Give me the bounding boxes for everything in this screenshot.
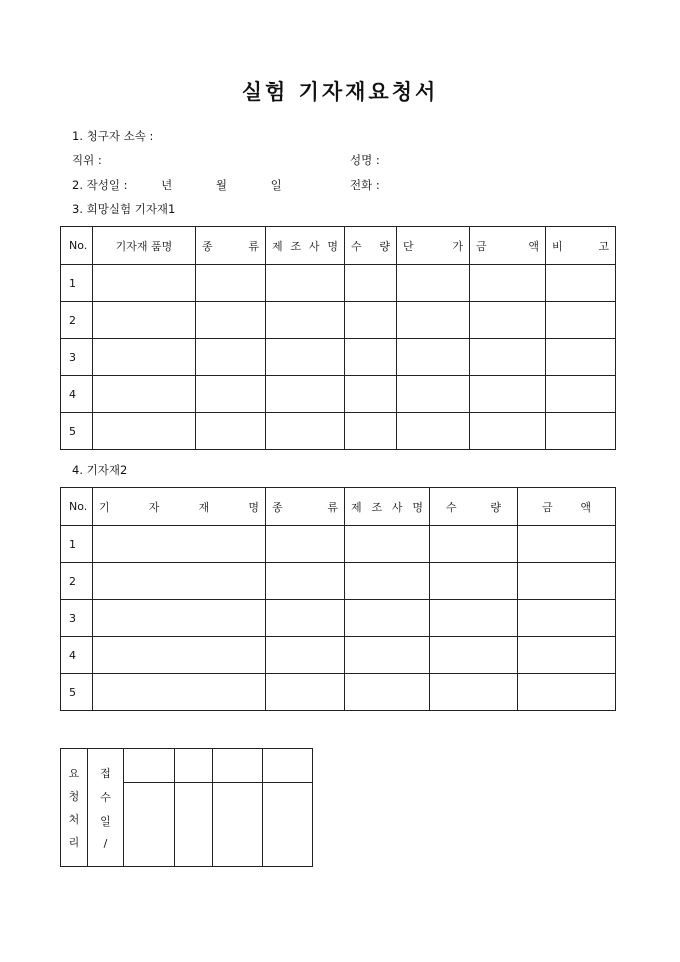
row-number: 4 <box>61 637 93 674</box>
section2-title: 4. 기자재2 <box>72 463 128 477</box>
table-cell <box>196 302 266 339</box>
table-cell <box>266 339 345 376</box>
row-number: 3 <box>61 600 93 637</box>
table-cell <box>430 637 518 674</box>
header-glyph: 조 <box>371 500 383 514</box>
table-row <box>61 339 616 376</box>
table-cell <box>470 302 546 339</box>
header-glyph: 재 <box>198 500 210 514</box>
day-label: 일 <box>270 178 282 192</box>
table-cell <box>470 413 546 450</box>
approval-label-glyph: 청 <box>68 789 80 803</box>
table-cell <box>93 637 266 674</box>
table-cell <box>430 563 518 600</box>
approval-cell <box>175 783 213 867</box>
table-cell <box>518 674 616 711</box>
table-cell <box>397 265 470 302</box>
phone-field: 전화 : <box>350 178 380 192</box>
row-number: 2 <box>61 302 93 339</box>
row-number: 4 <box>61 376 93 413</box>
col-header-item-name <box>93 488 266 526</box>
approval-cell <box>263 783 313 867</box>
header-glyph: 명 <box>412 500 423 514</box>
row-number: 5 <box>61 674 93 711</box>
table-cell <box>345 637 430 674</box>
col-header-manufacturer <box>345 488 430 526</box>
col-header-type <box>196 227 266 265</box>
approval-cell <box>213 749 263 783</box>
table-cell <box>93 526 266 563</box>
table-cell <box>93 563 266 600</box>
header-glyph: 수 <box>351 239 362 253</box>
approval-label-glyph: 수 <box>100 790 111 804</box>
table-cell <box>266 302 345 339</box>
equipment-table-1 <box>60 226 616 450</box>
table-cell <box>470 339 546 376</box>
approval-cell <box>124 749 175 783</box>
table-cell <box>266 600 345 637</box>
header-glyph: 량 <box>379 239 390 253</box>
table-cell <box>518 563 616 600</box>
table-cell <box>93 413 196 450</box>
table-cell <box>546 376 616 413</box>
table-cell <box>93 674 266 711</box>
table-cell <box>266 637 345 674</box>
date-field <box>72 177 282 193</box>
table-cell <box>345 339 397 376</box>
table-cell <box>345 600 430 637</box>
header-glyph: 사 <box>308 239 320 253</box>
table-cell <box>196 339 266 376</box>
col-header-no: No. <box>61 488 93 526</box>
header-glyph: 비 <box>552 239 563 253</box>
table-row <box>61 265 616 302</box>
approval-label-received-date <box>88 749 124 867</box>
table-row <box>61 563 616 600</box>
approval-cell <box>263 749 313 783</box>
header-glyph: 제 <box>351 500 362 514</box>
document-title: 실험 기자재요청서 <box>241 79 439 104</box>
table-cell <box>430 600 518 637</box>
header-glyph: 액 <box>528 239 539 253</box>
section1-title: 3. 희망실험 기자재1 <box>72 202 176 216</box>
approval-cell <box>213 783 263 867</box>
header-glyph: 류 <box>248 239 259 253</box>
col-header-item-name: 기자재 품명 <box>93 227 196 265</box>
row-number: 1 <box>61 526 93 563</box>
table-cell <box>93 600 266 637</box>
row-number: 3 <box>61 339 93 376</box>
table-cell <box>266 265 345 302</box>
table-row <box>61 376 616 413</box>
header-glyph: 조 <box>290 239 302 253</box>
table-cell <box>266 526 345 563</box>
col-header-remarks <box>546 227 616 265</box>
header-glyph: 류 <box>327 500 338 514</box>
table-row <box>61 413 616 450</box>
table-cell <box>345 302 397 339</box>
approval-label-glyph: 요 <box>68 766 80 780</box>
col-header-quantity <box>430 488 518 526</box>
table-cell <box>518 600 616 637</box>
name-field: 성명 : <box>350 153 380 167</box>
col-header-type <box>266 488 345 526</box>
table-cell <box>397 413 470 450</box>
table-cell <box>430 526 518 563</box>
header-glyph: 단 <box>403 239 414 253</box>
col-header-no: No. <box>61 227 93 265</box>
table-cell <box>345 413 397 450</box>
header-glyph: 고 <box>598 239 609 253</box>
header-glyph: 자 <box>148 500 160 514</box>
table-cell <box>430 674 518 711</box>
position-field: 직위 : <box>72 153 102 167</box>
table-cell <box>546 413 616 450</box>
header-glyph: 종 <box>272 500 283 514</box>
header-glyph: 금 <box>476 239 487 253</box>
header-glyph: 수 <box>446 500 457 514</box>
header-glyph: 사 <box>391 500 403 514</box>
table-header-row <box>61 227 616 265</box>
header-glyph: 가 <box>452 239 463 253</box>
row-number: 5 <box>61 413 93 450</box>
approval-label-glyph: 처 <box>68 813 80 827</box>
table-cell <box>266 413 345 450</box>
table-cell <box>196 413 266 450</box>
table-cell <box>518 637 616 674</box>
table-cell <box>397 339 470 376</box>
table-cell <box>93 302 196 339</box>
table-cell <box>470 265 546 302</box>
table-header-row <box>61 488 616 526</box>
table-cell <box>345 265 397 302</box>
header-glyph: 명 <box>248 500 259 514</box>
table-cell <box>93 339 196 376</box>
table-cell <box>546 302 616 339</box>
header-glyph: 종 <box>202 239 213 253</box>
table-row <box>61 637 616 674</box>
approval-label-glyph: / <box>103 837 108 851</box>
col-header-manufacturer <box>266 227 345 265</box>
equipment-table-2 <box>60 487 616 711</box>
approval-label-glyph: 리 <box>68 836 80 850</box>
table-row <box>61 600 616 637</box>
col-header-amount <box>470 227 546 265</box>
col-header-amount <box>518 488 616 526</box>
table-cell <box>470 376 546 413</box>
table-cell <box>546 265 616 302</box>
col-header-quantity <box>345 227 397 265</box>
table-cell <box>397 376 470 413</box>
header-glyph: 량 <box>490 500 501 514</box>
table-row <box>61 302 616 339</box>
year-label: 년 <box>161 178 173 192</box>
header-glyph: 기 <box>99 500 110 514</box>
table-cell <box>546 339 616 376</box>
table-cell <box>345 376 397 413</box>
table-cell <box>266 376 345 413</box>
table-cell <box>266 563 345 600</box>
table-cell <box>93 376 196 413</box>
header-glyph: 제 <box>272 239 283 253</box>
table-row <box>61 674 616 711</box>
row-number: 1 <box>61 265 93 302</box>
table-cell <box>397 302 470 339</box>
approval-table <box>60 748 313 867</box>
requester-field: 1. 청구자 소속 : <box>72 129 154 143</box>
approval-cell <box>175 749 213 783</box>
header-glyph: 금 <box>542 500 553 514</box>
approval-label-request-process <box>61 749 88 867</box>
table-row <box>61 526 616 563</box>
month-label: 월 <box>215 178 228 192</box>
table-cell <box>196 376 266 413</box>
approval-cell <box>124 783 175 867</box>
col-header-unit-price <box>397 227 470 265</box>
date-label: 2. 작성일 : <box>72 178 128 192</box>
table-cell <box>93 265 196 302</box>
table-cell <box>196 265 266 302</box>
table-cell <box>266 674 345 711</box>
approval-label-glyph: 일 <box>100 815 111 829</box>
table-cell <box>345 563 430 600</box>
table-cell <box>345 526 430 563</box>
header-glyph: 명 <box>327 239 338 253</box>
table-cell <box>345 674 430 711</box>
header-glyph: 액 <box>580 500 591 514</box>
table-cell <box>518 526 616 563</box>
row-number: 2 <box>61 563 93 600</box>
approval-label-glyph: 접 <box>100 766 111 780</box>
